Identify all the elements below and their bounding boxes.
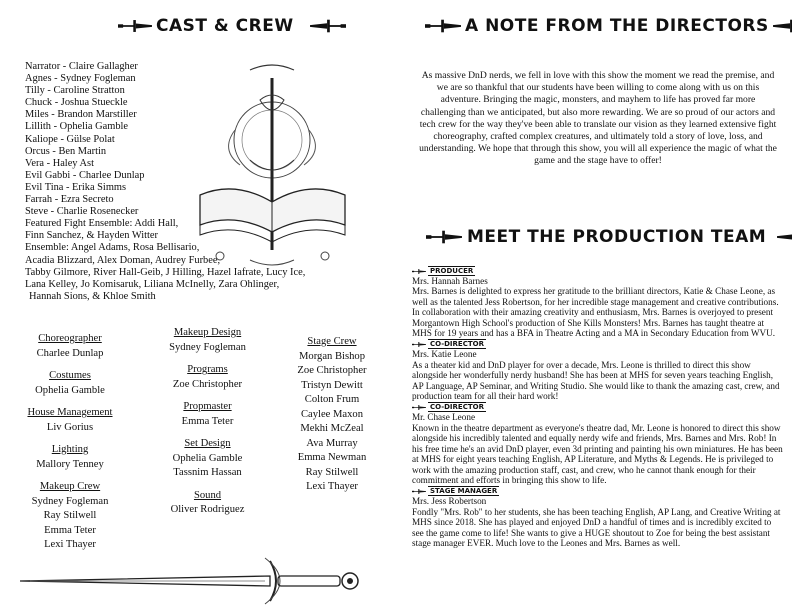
crew-name: Emma Teter xyxy=(181,415,234,427)
cast-entry: Lillith - Ophelia Gamble xyxy=(25,121,129,133)
crew-role: Propmaster xyxy=(183,401,232,412)
cast-entry: Agnes - Sydney Fogleman xyxy=(25,73,136,85)
small-sword-icon xyxy=(412,267,426,276)
crew-name: Oliver Rodriguez xyxy=(170,504,245,515)
crew-name: Ray Stilwell xyxy=(305,466,359,478)
member-name: Mrs. Hannah Barnes xyxy=(412,276,488,286)
crew-name: Tristyn Dewitt xyxy=(301,379,363,391)
cast-entry: Finn Sanchez, & Hayden Witter xyxy=(25,230,158,242)
crew-name: Sydney Fogleman xyxy=(169,341,246,353)
small-sword-icon xyxy=(412,340,426,349)
spacer xyxy=(155,429,260,437)
role-tag-label: CO-DIRECTOR xyxy=(430,340,484,349)
cast-entry: Tabby Gilmore, River Hall-Geib, J Hilling, Hazel Iafrate, Lucy Ice, xyxy=(25,266,306,278)
cast-entry: Miles - Brandon Marstiller xyxy=(25,109,137,121)
directors-note-title: A NOTE FROM THE DIRECTORS xyxy=(465,16,769,36)
cast-entry: Ensemble: Angel Adams, Rosa Bellisario, xyxy=(25,242,200,254)
crew-role: Makeup Design xyxy=(173,327,242,338)
crew-name: Charlee Dunlap xyxy=(36,347,104,359)
crew-role: Makeup Crew xyxy=(39,481,101,492)
cast-entry: Evil Gabbi - Charlee Dunlap xyxy=(25,169,145,181)
directors-note-header xyxy=(425,16,792,36)
role-tag xyxy=(412,266,784,276)
crew-name: Colton Frum xyxy=(304,394,360,405)
cast-entry: Orcus - Ben Martin xyxy=(25,145,107,157)
crew-name: Morgan Bishop xyxy=(298,350,366,362)
crew-column-1 xyxy=(20,332,120,553)
cast-entry: Vera - Haley Ast xyxy=(25,157,94,169)
cast-entry: Featured Fight Ensemble: Addi Hall, xyxy=(25,218,179,230)
role-tag xyxy=(412,339,784,349)
crew-name: Caylee Maxon xyxy=(300,408,364,420)
crew-name: Ava Murray xyxy=(306,437,358,449)
crew-name: Mekhi McZeal xyxy=(300,423,364,434)
role-tag xyxy=(412,486,784,496)
crew-name: Zoe Christopher xyxy=(172,378,243,390)
crew-role: Sound xyxy=(193,489,222,501)
cast-entry: Narrator - Claire Gallagher xyxy=(25,61,138,72)
sword-left-icon xyxy=(118,17,152,35)
member-name: Mr. Chase Leone xyxy=(412,412,476,423)
crew-name: Zoe Christopher xyxy=(297,365,367,376)
directors-note-body: As massive DnD nerds, we fell in love with this show the moment we read the premise, and we are so thankful that our students have been willing to come along with us on this adventure. Bringing the magic, monsters, and mayhem to life has proved far more challenging than we anticipated, but also more rewarding. We are so proud of our actors and tech crew for the way they've been able to translate our vision as they learned extensive fight choreography, crafted complex creatures, and ultimately told a story of love, loss, and understanding. We hope that through this show, you will all experience the magic of what the game and the stage have to offer! xyxy=(419,70,777,167)
cast-entry: Acadia Blizzard, Alex Doman, Audrey Furbee, xyxy=(25,254,221,266)
role-tag-label: PRODUCER xyxy=(430,267,474,275)
member-bio: Mrs. Barnes is delighted to express her gratitude to the brilliant directors, Katie & Chase Leone, as well as the talented Jess Robertson, for her incredible stage management and creative contributions. In collaboration with their amazing creativity and enthusiasm, Mrs. Barnes is overjoyed to present Morgantown High School's production of She Kills Monsters! Mrs. Barnes has taught theatre at MHS for 19 years and has a BFA in Theatre Acting and a MA in Secondary Education from WVU. xyxy=(412,286,779,339)
ornate-sword-icon xyxy=(20,556,365,606)
crew-role: Set Design xyxy=(184,438,231,449)
member-bio: As a theater kid and DnD player for over a decade, Mrs. Leone is thrilled to direct this show alongside her wonderfully nerdy husband! She has been at MHS for seven years teaching English, AP Language, AP Seminar, and Writing Studio. She would like to thank the amazing cast, crew, and production team for all their hard work! xyxy=(412,359,780,402)
spacer xyxy=(155,355,260,363)
spacer xyxy=(20,398,120,406)
crew-name: Lexi Thayer xyxy=(306,481,358,492)
crew-column-2 xyxy=(155,326,260,518)
production-team-title: MEET THE PRODUCTION TEAM xyxy=(467,227,767,247)
role-tag-label: CO-DIRECTOR xyxy=(430,403,484,412)
crew-role: Costumes xyxy=(49,370,91,381)
sword-right-icon xyxy=(770,228,792,246)
spacer xyxy=(20,435,120,443)
spacer xyxy=(155,392,260,400)
member-name: Mrs. Katie Leone xyxy=(412,349,477,360)
cast-crew-title: CAST & CREW xyxy=(156,16,294,36)
small-sword-icon xyxy=(412,487,426,496)
crew-role: Stage Crew xyxy=(307,336,357,347)
crew-name: Liv Gorius xyxy=(46,421,94,433)
sword-right-icon xyxy=(298,17,358,35)
cast-entry: Evil Tina - Erika Simms xyxy=(25,181,127,193)
production-team-list xyxy=(412,265,784,548)
cast-entry: Farrah - Ezra Secreto xyxy=(25,194,114,206)
crew-name: Emma Teter xyxy=(44,524,96,536)
cast-entry: Chuck - Joshua Stueckle xyxy=(25,97,128,109)
small-sword-icon xyxy=(412,403,426,412)
crew-role: Lighting xyxy=(51,444,89,455)
spacer xyxy=(20,472,120,480)
production-team-header xyxy=(425,227,792,247)
spellbook-illustration-icon xyxy=(190,60,355,270)
crew-name: Tassnim Hassan xyxy=(173,467,242,478)
sword-left-icon xyxy=(425,17,461,35)
cast-entry: Kaliope - Gülse Polat xyxy=(25,133,115,145)
spacer xyxy=(155,481,260,489)
crew-role: House Management xyxy=(27,407,113,418)
member-bio: Known in the theatre department as everyone's theatre dad, Mr. Leone is honored to direct this show alongside his incredibly talented and equally nerdy wife and friends, Mrs. Barnes and Mrs. Rob! In his free time he's an avid DnD player, even 3d printing and painting his own miniatures. He has been at MHS for eight years teaching English, AP Literature, and Myths & Legends. He is privileged to work with the amazing production staff, cast, and crew, who he cannot thank enough for their commitment and efforts in bringing this show to life. xyxy=(412,422,783,485)
crew-role: Programs xyxy=(187,364,228,375)
role-tag-label: STAGE MANAGER xyxy=(430,487,498,496)
cast-entry: Steve - Charlie Rosenecker xyxy=(25,206,139,218)
crew-name: Mallory Tenney xyxy=(36,458,104,470)
cast-entry: Tilly - Caroline Stratton xyxy=(25,85,125,97)
crew-column-3 xyxy=(282,335,382,495)
crew-name: Ophelia Gamble xyxy=(35,384,105,396)
cast-entry: Lana Kelley, Jo Komisaruk, Liliana McInelly, Zara Ohlinger, xyxy=(25,278,280,290)
crew-name: Lexi Thayer xyxy=(44,539,96,550)
member-name: Mrs. Jess Robertson xyxy=(412,496,487,507)
member-bio: Fondly "Mrs. Rob" to her students, she has been teaching English, AP Lang, and Creative Writing at MHS since 2018. She has played and enjoyed DnD a handful of times and is incredibly excited to see the game come to life! She wants to give a HUGE shoutout to Zoe for being the best assistant stage manager EVER. Much love to the Leones and Mrs. Barnes as well. xyxy=(412,506,781,548)
crew-name: Ophelia Gamble xyxy=(172,452,243,464)
crew-name: Emma Newman xyxy=(297,452,367,463)
cast-entry: Hannah Sions, & Khloe Smith xyxy=(29,290,156,302)
crew-name: Ray Stilwell xyxy=(43,510,97,521)
role-tag xyxy=(412,402,784,412)
crew-role: Choreographer xyxy=(38,333,102,344)
spacer xyxy=(20,361,120,369)
crew-name: Sydney Fogleman xyxy=(31,495,109,507)
sword-left-icon xyxy=(425,228,463,246)
cast-crew-header xyxy=(118,16,358,36)
sword-right-icon xyxy=(773,17,792,35)
